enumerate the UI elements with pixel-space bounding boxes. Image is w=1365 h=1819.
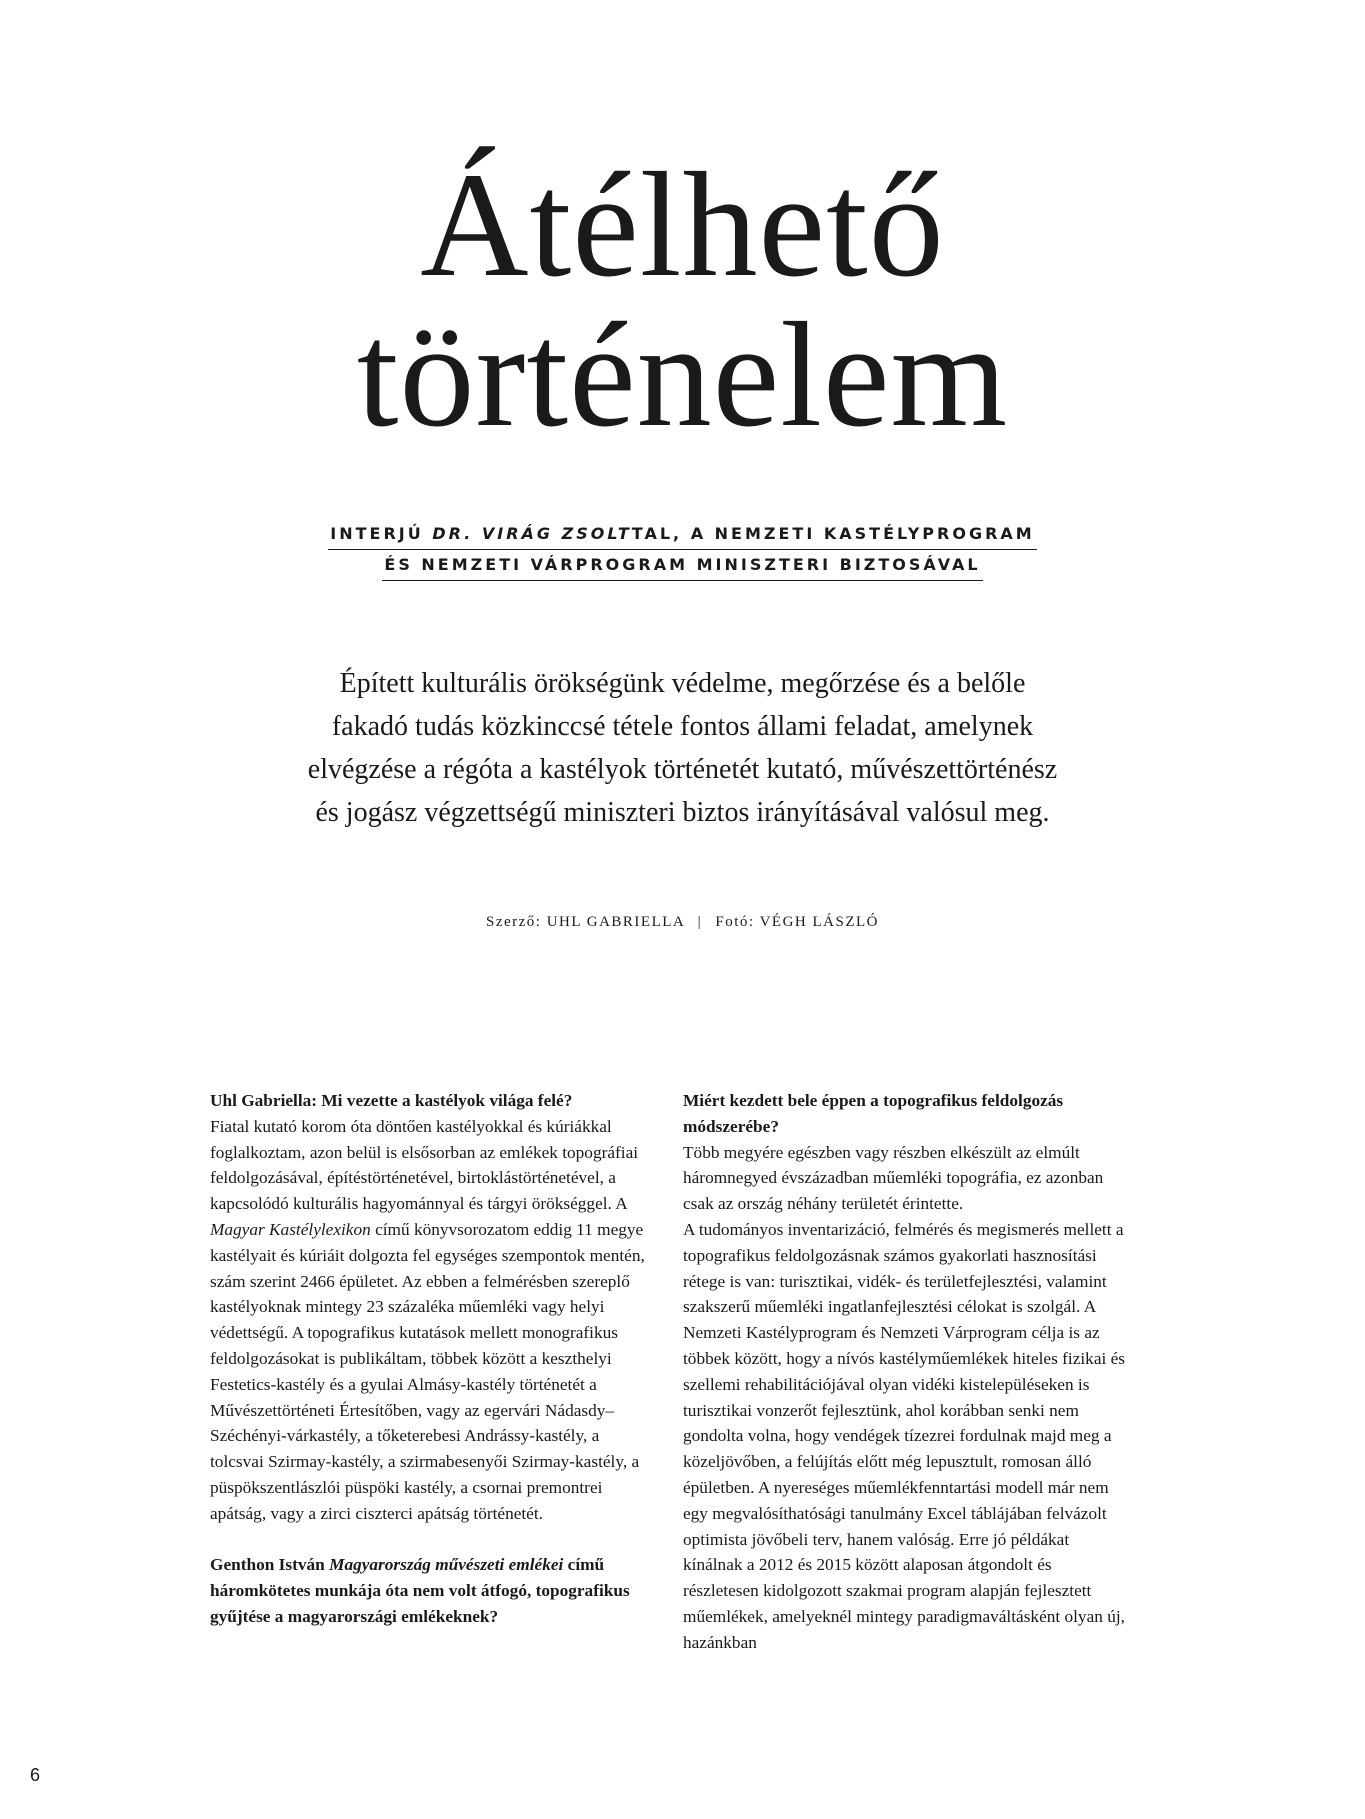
byline xyxy=(0,914,1365,931)
author-name: UHL GABRIELLA xyxy=(546,914,685,930)
question-3: Miért kezdett bele éppen a topografikus feldolgozás módszerébe? xyxy=(683,1091,1064,1136)
byline-separator: | xyxy=(697,914,703,930)
work-title: Magyarország művészeti emlékei xyxy=(329,1555,564,1575)
title-line-2: történelem xyxy=(356,292,1009,458)
question-2-text-cont: című háromkötetes munkája óta nem volt átfogó, topografikus gyűjtése a magyarországi emlékeknek? xyxy=(210,1555,630,1626)
article-title xyxy=(0,142,1365,458)
photo-label: Fotó: xyxy=(715,914,755,930)
kicker-prefix: INTERJÚ xyxy=(330,524,433,543)
author-label: Szerző: xyxy=(485,914,542,930)
question-1: Uhl Gabriella: Mi vezette a kastélyok világa felé? xyxy=(210,1091,573,1110)
answer-3-paragraph-1: Több megyére egészben vagy részben elkészült az elmúlt háromnegyed évszázadban műemléki topográfia, ez azonban csak az ország néhány területét érintette. xyxy=(683,1142,1104,1214)
lead-line: elvégzése a régóta a kastélyok történetét kutató, művészettörténész xyxy=(307,754,1058,785)
lead-line: és jogász végzettségű miniszteri biztos irányításával valósul meg. xyxy=(315,797,1050,828)
lead-line: fakadó tudás közkinccsé tétele fontos állami feladat, amelynek xyxy=(331,711,1034,742)
answer-1-text-cont: című könyvsorozatom eddig 11 megye kastélyait és kúriáit dolgozta fel egységes szempontok mentén, szám szerint 2466 épületet. Az ebben a felmérésben szereplő kastélyoknak mintegy 23 százaléka műemléki vagy helyi védettségű. A topografikus kutatások mellett monografikus feldolgozásokat is publikáltam, többek között a keszthelyi Festetics-kastély és a gyulai Almásy-kastély történetét a Művészettörténeti Értesítőben, vagy az egervári Nádasdy–Széchényi-várkastély, a tőketerebesi Andrássy-kastély, a tolcsvai Szirmay-kastély, a szirmabesenyői Szirmay-kastély, a püspökszentlászlói püspöki kastély, a csornai premontrei apátság, vagy a zirci ciszterci apátság történetét. xyxy=(210,1219,645,1523)
answer-1 xyxy=(210,1114,650,1527)
photographer-name: VÉGH LÁSZLÓ xyxy=(759,914,879,930)
kicker-line-2: ÉS NEMZETI VÁRPROGRAM MINISZTERI BIZTOSÁVAL xyxy=(382,550,982,581)
right-column xyxy=(683,1088,1125,1656)
interview-kicker xyxy=(0,519,1365,581)
kicker-interviewee-name: DR. VIRÁG ZSOLT xyxy=(432,524,632,543)
book-title: Magyar Kastélylexikon xyxy=(210,1219,371,1239)
kicker-line-1 xyxy=(328,519,1036,550)
title-line-1: Átélhető xyxy=(420,142,945,308)
lead-paragraph xyxy=(200,662,1165,834)
answer-3-paragraph-2: A tudományos inventarizáció, felmérés és megismerés mellett a topografikus feldolgozásnak számos gyakorlati hasznosítási rétege is van: turisztikai, vidék- és területfejlesztési, valamint szakszerű műemléki ingatlanfejlesztési célokat is szolgál. A Nemzeti Kastélyprogram és Nemzeti Várprogram célja is az többek között, hogy a nívós kastélyműemlékek hiteles fizikai és szellemi rehabilitációjával olyan vidéki kistelepüléseken is turisztikai vonzerőt fejlesztünk, ahol korábban senki nem gondolta volna, hogy vendégek tízezrei fordulnak majd meg a közeljövőben, a felújítás előtt még lepusztult, romosan álló épületben. A nyereséges műemlékfenntartási modell már nem egy megvalósíthatósági tanulmány Excel táblájában felvázolt optimista jövőbeli terv, hanem valóság. Erre jó példákat kínálnak a 2012 és 2015 között alaposan átgondolt és részletesen kidolgozott szakmai program alapján fejlesztett műemlékek, amelyeknél mintegy paradigmaváltásként olyan új, hazánkban xyxy=(683,1219,1126,1652)
left-column xyxy=(210,1088,650,1630)
lead-line: Épített kulturális örökségünk védelme, megőrzése és a belőle xyxy=(339,668,1026,699)
answer-1-text: Fiatal kutató korom óta döntően kastélyokkal és kúriákkal foglalkoztam, azon belül is elsősorban az emlékek topográfiai feldolgozásával, építéstörténetével, birtoklástörténetével, a kapcsolódó kulturális hagyománnyal és tárgyi örökséggel. A xyxy=(210,1116,639,1214)
page-number: 6 xyxy=(30,1765,41,1785)
question-2-text: Genthon István xyxy=(210,1555,330,1575)
kicker-suffix: TAL, A NEMZETI KASTÉLYPROGRAM xyxy=(631,524,1035,543)
question-2 xyxy=(210,1552,650,1629)
